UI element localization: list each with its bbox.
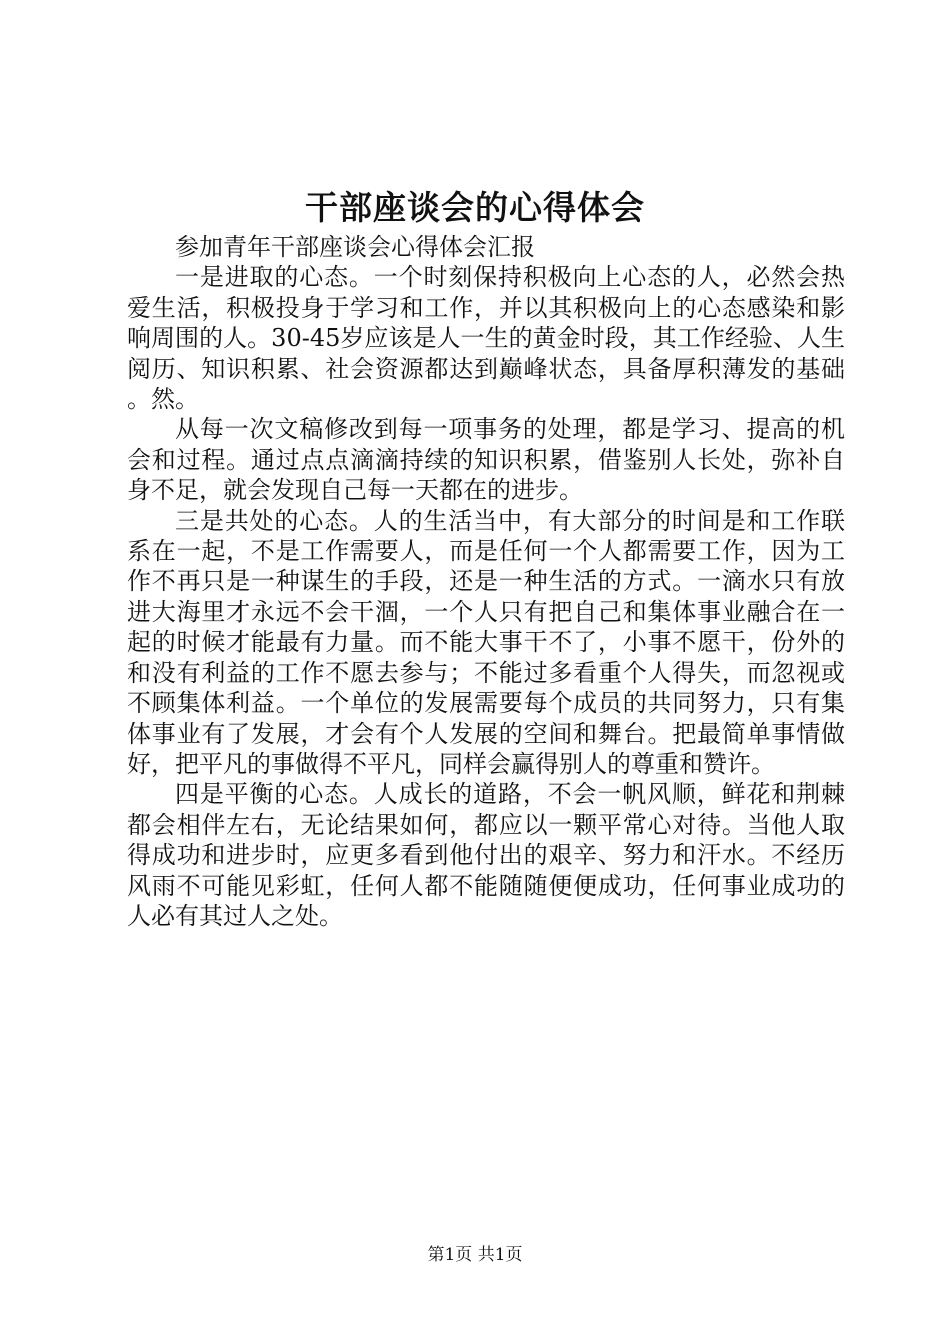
paragraph-subtitle: 参加青年干部座谈会心得体会汇报	[175, 233, 535, 261]
paragraph-learning: 从每一次文稿修改到每一项事务的处理，都是学习、提高的机会和过程。通过点点滴滴持续的知识积累，借鉴别人长处，弥补自身不足，就会发现自己每一天都在的进步。	[127, 415, 845, 505]
document-title: 干部座谈会的心得体会	[305, 188, 645, 227]
paragraph-progressive-attitude: 一是进取的心态。一个时刻保持积极向上心态的人，必然会热爱生活，积极投身于学习和工作，并以其积极向上的心态感染和影响周围的人。30-45岁应该是人一生的黄金时段，其工作经验、人生阅历、知识积累、社会资源都达到巅峰状态，具备厚积薄发的基础。然。	[127, 263, 845, 414]
page-number-footer: 第1页 共1页	[427, 1245, 523, 1265]
paragraph-cooperative-attitude: 三是共处的心态。人的生活当中，有大部分的时间是和工作联系在一起，不是工作需要人，而是任何一个人都需要工作，因为工作不再只是一种谋生的手段，还是一种生活的方式。一滴水只有放进大海里才永远不会干涸，一个人只有把自己和集体事业融合在一起的时候才能最有力量。而不能大事干不了，小事不愿干，份外的和没有利益的工作不愿去参与；不能过多看重个人得失，而忽视或不顾集体利益。一个单位的发展需要每个成员的共同努力，只有集体事业有了发展，才会有个人发展的空间和舞台。把最简单事情做好，把平凡的事做得不平凡，同样会赢得别人的尊重和赞许。	[127, 506, 845, 778]
paragraph-balanced-attitude: 四是平衡的心态。人成长的道路，不会一帆风顺，鲜花和荆棘都会相伴左右，无论结果如何，都应以一颗平常心对待。当他人取得成功和进步时，应更多看到他付出的艰辛、努力和汗水。不经历风雨不可能见彩虹，任何人都不能随随便便成功，任何事业成功的人必有其过人之处。	[127, 780, 845, 930]
document-body	[127, 232, 845, 931]
